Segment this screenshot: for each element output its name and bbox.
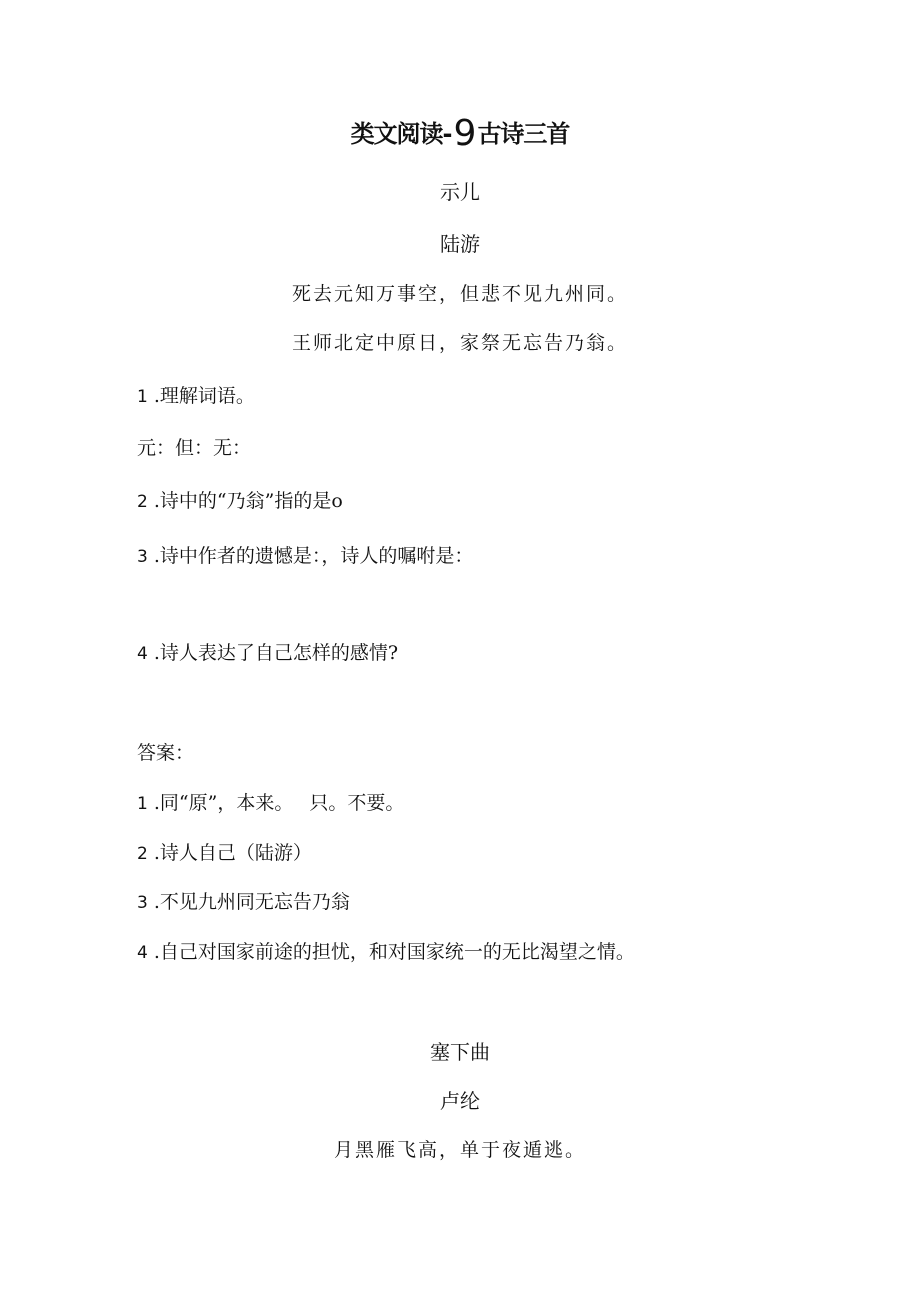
answer-1-extra: 只。不要。 (309, 792, 405, 814)
question-1-text: .理解词语。 (153, 385, 255, 407)
question-3 (137, 541, 473, 568)
answer-4 (137, 937, 635, 964)
answer-4-number: 4 (137, 943, 148, 963)
title-prefix: 类文阅读- (350, 120, 452, 148)
document-title (0, 113, 920, 154)
poem2-line-1: 月黑雁飞高，单于夜遁逃。 (333, 1139, 586, 1161)
question-1-terms (137, 433, 251, 460)
question-1 (137, 381, 255, 408)
question-4-text: .诗人表达了自己怎样的感情? (153, 642, 399, 664)
title-number: 9 (453, 113, 476, 154)
answer-3-text: .不见九州同无忘告乃翁 (153, 891, 350, 913)
answer-2-number: 2 (137, 844, 148, 864)
question-3-number: 3 (137, 547, 148, 567)
poem1-author: 陆游 (440, 232, 480, 256)
question-1-terms-text: 元：但：无： (137, 437, 252, 459)
answer-1-number: 1 (137, 794, 148, 814)
question-2-text: .诗中的“乃翁”指的是o (153, 490, 343, 512)
question-2 (137, 486, 343, 513)
poem1-title: 示儿 (440, 180, 480, 204)
question-4-number: 4 (137, 644, 148, 664)
answer-1-text: .同“原”，本来。 (153, 792, 294, 814)
answer-2 (137, 838, 312, 865)
answer-3-number: 3 (137, 893, 148, 913)
question-2-number: 2 (137, 492, 148, 512)
answer-1 (137, 788, 404, 815)
title-suffix: 古诗三首 (477, 120, 570, 148)
answer-4-text: .自己对国家前途的担忧，和对国家统一的无比渴望之情。 (153, 941, 635, 963)
answer-2-text: .诗人自己（陆游） (153, 842, 312, 864)
question-4 (137, 638, 398, 665)
poem2-author: 卢纶 (440, 1089, 480, 1113)
question-1-number: 1 (137, 387, 148, 407)
poem1-line-2: 王师北定中原日，家祭无忘告乃翁。 (291, 332, 628, 354)
answers-label: 答案： (137, 742, 195, 764)
poem2-title: 塞下曲 (430, 1040, 490, 1064)
answer-3 (137, 887, 350, 914)
poem1-line-1: 死去元知万事空，但悲不见九州同。 (291, 283, 628, 305)
question-3-text: .诗中作者的遗憾是：，诗人的嘱咐是： (153, 545, 474, 567)
